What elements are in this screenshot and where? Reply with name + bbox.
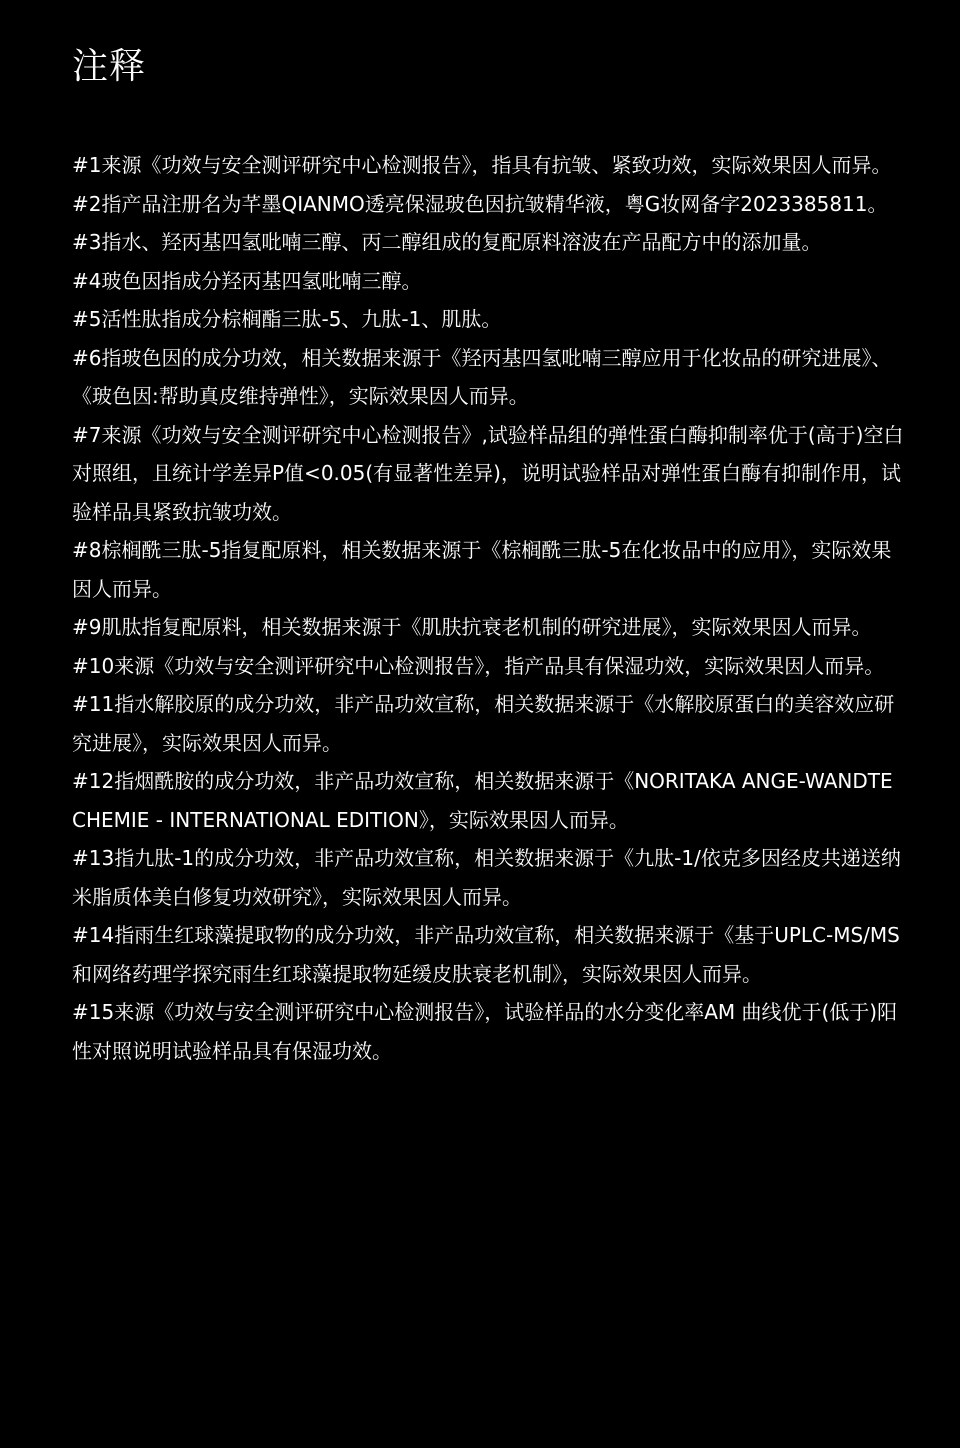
notes-list <box>72 146 904 1070</box>
note-2: #2指产品注册名为芊墨QIANMO透亮保湿玻色因抗皱精华液，粤G妆网备字2023385811。 <box>72 191 888 216</box>
note-7: #7来源《功效与安全测评研究中心检测报告》,试验样品组的弹性蛋白酶抑制率优于(高于)空白对照组，且统计学差异P值<0.05(有显著性差异)，说明试验样品对弹性蛋白酶有抑制作用，试验样品具紧致抗皱功效。 <box>72 422 904 524</box>
note-9: #9肌肽指复配原料，相关数据来源于《肌肤抗衰老机制的研究进展》，实际效果因人而异。 <box>72 615 872 639</box>
note-5: #5活性肽指成分棕榈酯三肽-5、九肽-1、肌肽。 <box>72 307 502 331</box>
note-10: #10来源《功效与安全测评研究中心检测报告》，指产品具有保湿功效，实际效果因人而异。 <box>72 653 885 678</box>
note-8: #8棕榈酰三肽-5指复配原料，相关数据来源于《棕榈酰三肽-5在化妆品中的应用》，实际效果因人而异。 <box>72 538 892 601</box>
note-6: #6指玻色因的成分功效，相关数据来源于《羟丙基四氢吡喃三醇应用于化妆品的研究进展》、《玻色因:帮助真皮维持弹性》，实际效果因人而异。 <box>72 345 892 408</box>
note-4: #4玻色因指成分羟丙基四氢吡喃三醇。 <box>72 268 422 293</box>
note-15: #15来源《功效与安全测评研究中心检测报告》，试验样品的水分变化率AM 曲线优于(低于)阳性对照说明试验样品具有保湿功效。 <box>72 1000 898 1063</box>
note-14: #14指雨生红球藻提取物的成分功效，非产品功效宣称，相关数据来源于《基于UPLC-MS/MS和网络药理学探究雨生红球藻提取物延缓皮肤衰老机制》，实际效果因人而异。 <box>72 923 900 986</box>
note-11: #11指水解胶原的成分功效，非产品功效宣称，相关数据来源于《水解胶原蛋白的美容效应研究进展》，实际效果因人而异。 <box>72 692 895 755</box>
note-12: #12指烟酰胺的成分功效，非产品功效宣称，相关数据来源于《NORITAKA ANGE-WANDTE CHEMIE - INTERNATIONAL EDITION》，实际效果因人而异。 <box>72 769 893 832</box>
note-13: #13指九肽-1的成分功效，非产品功效宣称，相关数据来源于《九肽-1/依克多因经皮共递送纳米脂质体美白修复功效研究》，实际效果因人而异。 <box>72 846 901 909</box>
page-title: 注释 <box>72 46 147 87</box>
note-1: #1来源《功效与安全测评研究中心检测报告》，指具有抗皱、紧致功效，实际效果因人而异。 <box>72 153 892 177</box>
note-3: #3指水、羟丙基四氢吡喃三醇、丙二醇组成的复配原料溶波在产品配方中的添加量。 <box>72 230 822 254</box>
